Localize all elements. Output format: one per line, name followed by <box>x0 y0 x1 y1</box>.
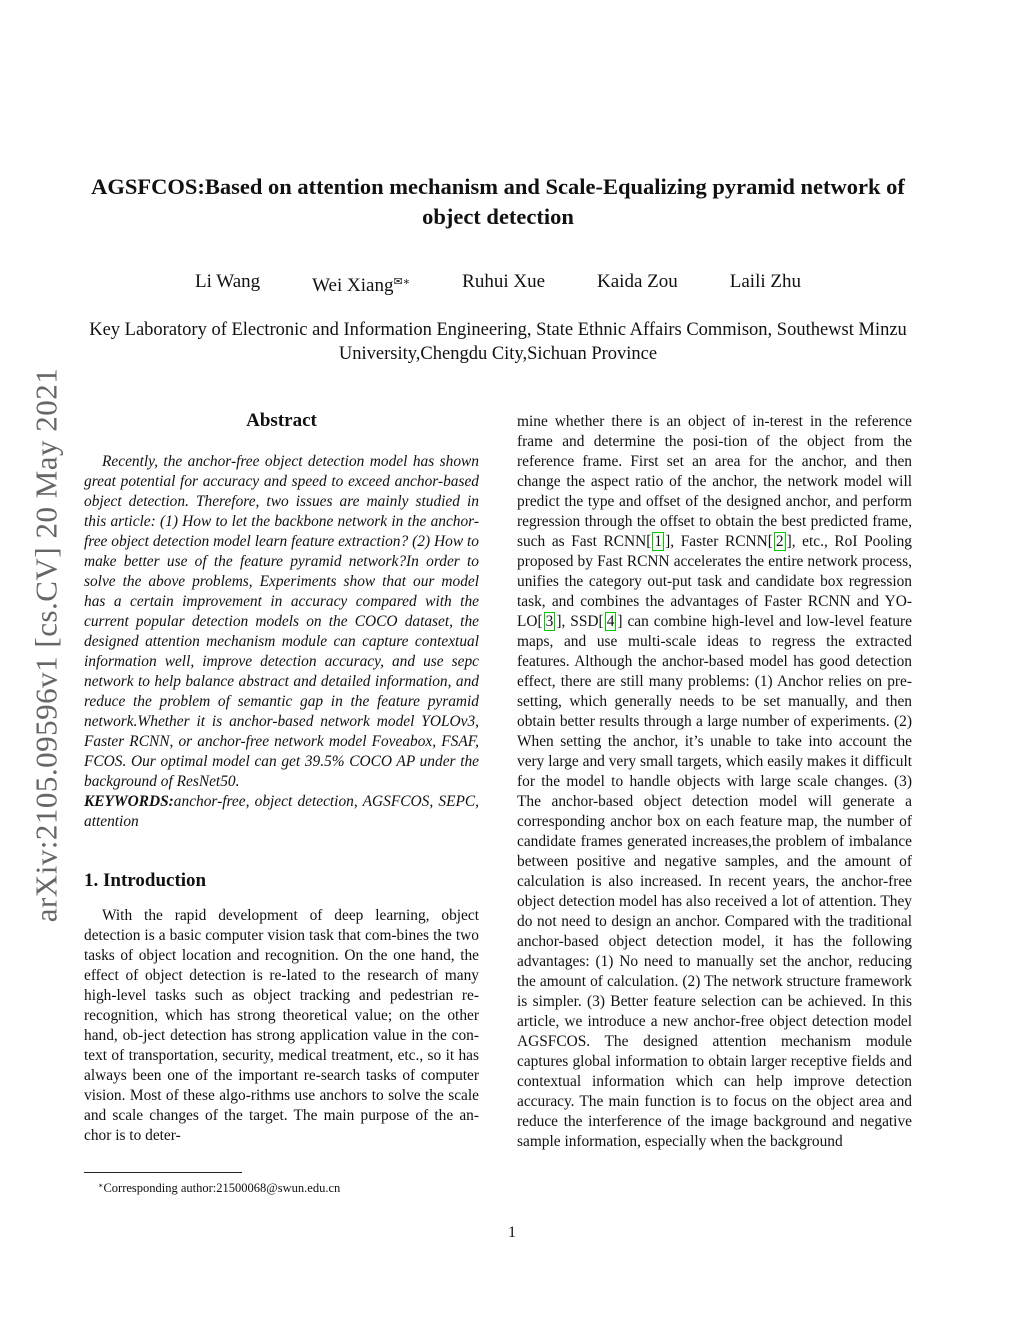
text-segment: , SSD <box>561 613 599 630</box>
citation-link-1[interactable]: 1 <box>654 533 663 550</box>
abstract-body: Recently, the anchor-free object detection model has shown great potential for accuracy and speed to exceed anchor-based object detection. Therefore, two issues are mainly studied in this article: (1) How to let the backbone network in the anchor-free object detection model learn feature extraction? (2) How to make better use of the feature pyramid network?In order to solve the above problems, Experiments show that our model has a certain improvement in accuracy compared with the current popular detection models on the COCO dataset, the designed attention mechanism module can capture contextual information well, improve detection accuracy, and use sepc network to help balance abstract and detailed information, and reduce the problem of semantic gap in the feature pyramid network.Whether it is anchor-based network model YOLOv3, Faster RCNN, or anchor-free network model Foveabox, FSAF, FCOS. Our optimal model can get 39.5% COCO AP under the background of ResNet50. <box>84 453 479 790</box>
citation-link-4[interactable]: 4 <box>606 613 615 630</box>
text-segment: , Faster RCNN <box>670 533 768 550</box>
paper-title: AGSFCOS:Based on attention mechanism and Scale-Equalizing pyramid network of object detection <box>91 174 905 229</box>
citation-link-2[interactable]: 2 <box>775 533 784 550</box>
text-segment: mine whether there is an object of in-terest in the reference frame and determine the posi-tion of the object from the reference frame. First set an area for the anchor, and then change the aspect ratio of the anchor, the network model will predict the type and offset of the designed anchor, and perform regression through the offset to obtain the best predicted frame, such as Fast RCNN <box>517 413 912 550</box>
introduction-body: With the rapid development of deep learning, object detection is a basic computer vision task that com-bines the two tasks of object location and recognition. On the one hand, the effect of object detection is re-lated to the research of many high-level tasks such as object tracking and pedestrian re-recognition, which has strong theoretical value; on the other hand, ob-ject detection has strong application value in the con-text of transportation, security, medical treatment, etc., so it has always been one of the important re-search tasks of computer vision. Most of these algo-rithms use anchors to solve the scale and scale changes of the target. The main purpose of the an-chor is to deter- <box>84 907 479 1144</box>
keywords-label: KEYWORDS: <box>84 793 174 810</box>
arxiv-identifier <box>28 340 64 950</box>
keywords <box>84 792 479 832</box>
page-number: 1 <box>508 1224 516 1241</box>
left-column <box>84 402 479 1146</box>
footnote-divider <box>84 1172 242 1173</box>
author-list <box>84 270 912 298</box>
text-segment: , etc., RoI Pooling proposed by Fast RCNN accelerates the entire network process, unifies the category out-put task and candidate box regression task, and combines the advantages of Faster RCNN and YO-LO <box>517 533 912 630</box>
author-name: Wei Xiang <box>312 275 394 296</box>
author-name: Laili Zhu <box>729 271 801 292</box>
affiliation: Key Laboratory of Electronic and Information Engineering, State Ethnic Affairs Commison, Southewst Minzu University,Chengdu City,Sichuan Province <box>89 320 907 364</box>
author-name: Li Wang <box>195 271 261 292</box>
introduction-heading: 1. Introduction <box>84 870 207 891</box>
author-name-corresponding <box>312 270 410 298</box>
author-name: Kaida Zou <box>597 271 678 292</box>
corresponding-mail-icon: ✉∗ <box>393 276 411 288</box>
footnote-mark: ∗ <box>98 1181 104 1190</box>
abstract-heading: Abstract <box>246 410 317 431</box>
right-column <box>517 412 912 1152</box>
right-column-text: mine whether there is an object of in-terest in the reference frame and determine the posi-tion of the object from the reference frame. First set an area for the anchor, and then change the aspect ratio of the anchor, the network model will predict the type and offset of the designed anchor, and perform regression through the offset to obtain the best predicted frame, such as Fast RCNN[ 1 ], Faster RCNN[ 2 ], etc., RoI Pooling proposed by Fast RCNN accelerates the entire network process, unifies the category out-put task and candidate box regression task, and combines the advantages of Faster RCNN and YO-LO[ 3 ], SSD[ 4 ] can combine high-level and low-level feature maps, and use multi-scale ideas to regress the extracted features. Although the anchor-based model has good detection effect, there are still many problems: (1) Anchor relies on pre-setting, which generally needs to be set manually, and then obtain better results through a large number of experiments. (2) When setting the anchor, it’s unable to take into account the very large and very small targets, which easily makes it difficult for the model to handle objects with large scale changes. (3) The anchor-based object detection model will generate a corresponding anchor box on each feature map, the number of candidate frames generated increases,the problem of imbalance between positive and negative samples, and the amount of calculation is also increased. In recent years, the anchor-free object detection model has also received a lot of attention. They do not need to design an anchor. Compared with the traditional anchor-based object detection model, it has the following advantages: (1) No need to manually set the anchor, reducing the amount of calculation. (2) The network structure framework is simpler. (3) Better feature selection can be achieved. In this article, we introduce a new anchor-free object detection model AGSFCOS. The designed attention mechanism module captures global information to obtain larger receptive fields and contextual information which can help improve detection accuracy. The main function is to focus on the object area and reduce the interference of the image background and negative sample information, especially when the background <box>517 413 912 1150</box>
footnote <box>98 1178 340 1196</box>
arxiv-identifier-text: arXiv:2105.09596v1 [cs.CV] 20 May 2021 <box>28 367 63 923</box>
keywords-text: anchor-free, object detection, AGSFCOS, SEPC, attention <box>84 793 479 830</box>
citation-link-3[interactable]: 3 <box>545 613 554 630</box>
text-segment: can combine high-level and low-level feature maps, and use multi-scale ideas to regress the extracted features. Although the anchor-based model has good detection effect, there are still many problems: (1) Anchor relies on pre-setting, which generally needs to be set manually, and then obtain better results through a large number of experiments. (2) When setting the anchor, it’s unable to take into account the very large and very small targets, which easily makes it difficult for the model to handle objects with large scale changes. (3) The anchor-based object detection model will generate a corresponding anchor box on each feature map, the number of candidate frames generated increases,the problem of imbalance between positive and negative samples, and the amount of calculation is also increased. In recent years, the anchor-free object detection model has also received a lot of attention. They do not need to design an anchor. Compared with the traditional anchor-based object detection model, it has the following advantages: (1) No need to manually set the anchor, reducing the amount of calculation. (2) The network structure framework is simpler. (3) Better feature selection can be achieved. In this article, we introduce a new anchor-free object detection model AGSFCOS. The designed attention mechanism module captures global information to obtain larger receptive fields and contextual information which can help improve detection accuracy. The main function is to focus on the object area and reduce the interference of the image background and negative sample information, especially when the background <box>517 613 912 1150</box>
author-name: Ruhui Xue <box>462 271 546 292</box>
footnote-text: Corresponding author:21500068@swun.edu.cn <box>103 1181 341 1195</box>
